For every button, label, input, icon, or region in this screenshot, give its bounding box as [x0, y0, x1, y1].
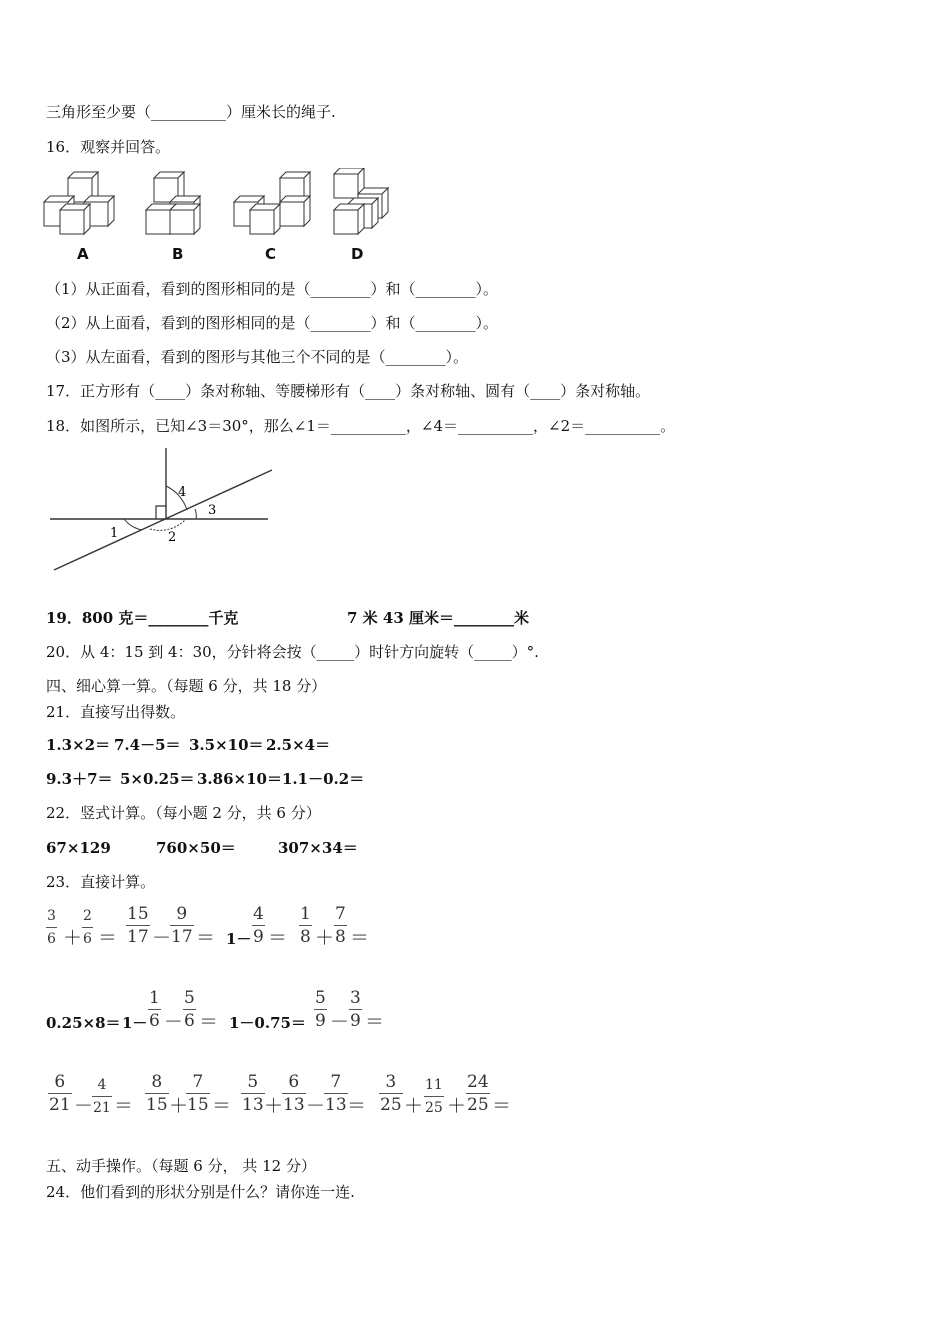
- fraction: 7 15: [187, 1072, 209, 1115]
- q24: 24．他们看到的形状分别是什么？请你连一连.: [46, 1183, 355, 1201]
- q19-a: 19．800 克＝________千克: [46, 609, 239, 627]
- q21-title: 21．直接写出得数。: [46, 703, 186, 721]
- minus-sign: －: [164, 1011, 184, 1033]
- q22-item-2: 760×50＝: [156, 839, 236, 857]
- one-minus: 1－: [226, 930, 252, 948]
- equals-sign: ＝: [492, 1095, 512, 1117]
- cube-figures: [40, 168, 400, 248]
- angle-label-4: 4: [178, 485, 187, 500]
- fraction: 4 9: [253, 904, 264, 947]
- minus-sign: －: [74, 1095, 94, 1117]
- fraction: 6 21: [49, 1072, 71, 1115]
- section-4-title: 四、细心算一算。（每题 6 分，共 18 分）: [46, 677, 327, 695]
- equals-sign: ＝: [212, 1095, 232, 1117]
- q15-tail: 三角形至少要（__________）厘米长的绳子.: [46, 103, 336, 121]
- equals-sign: ＝: [268, 927, 288, 949]
- fraction: 5 6: [184, 988, 195, 1031]
- minus-sign: －: [306, 1095, 326, 1117]
- fraction: 1 6: [149, 988, 160, 1031]
- equals-sign: ＝: [350, 927, 370, 949]
- q19-b: 7 米 43 厘米＝________米: [347, 609, 529, 627]
- plus-sign: ＋: [404, 1095, 424, 1117]
- fraction: 15 17: [127, 904, 149, 947]
- minus-sign: －: [152, 927, 172, 949]
- q23-title: 23．直接计算。: [46, 873, 156, 891]
- figure-label-a: A: [77, 245, 89, 263]
- q22-item-3: 307×34＝: [278, 839, 358, 857]
- q17: 17．正方形有（____）条对称轴、等腰梯形有（____）条对称轴、圆有（____）条对称轴。: [46, 382, 651, 400]
- q16-sub3: （3）从左面看，看到的图形与其他三个不同的是（________）。: [46, 348, 469, 366]
- q18-text: 18．如图所示，已知∠3＝30°，那么∠1＝__________，∠4＝__________，∠2＝__________。: [46, 417, 676, 435]
- equals-sign: ＝: [196, 927, 216, 949]
- equals-sign: ＝: [114, 1095, 134, 1117]
- angle-label-3: 3: [208, 503, 217, 518]
- q21-r1-4: 2.5×4＝: [266, 736, 331, 754]
- figure-label-c: C: [265, 245, 277, 263]
- q21-r1-2: 7.4－5＝: [114, 736, 181, 754]
- fraction: 6 13: [283, 1072, 305, 1115]
- figure-label-d: D: [351, 245, 364, 263]
- fraction: 3 6: [47, 908, 56, 947]
- fraction: 8 15: [146, 1072, 168, 1115]
- fraction: 3 9: [350, 988, 361, 1031]
- q16-sub1: （1）从正面看，看到的图形相同的是（________）和（________）。: [46, 280, 499, 298]
- q21-r2-1: 9.3＋7＝: [46, 770, 113, 788]
- fraction: 3 25: [380, 1072, 402, 1115]
- plus-sign: ＋: [315, 927, 335, 949]
- fraction: 5 9: [315, 988, 326, 1031]
- equals-sign: ＝: [347, 1095, 367, 1117]
- plus-sign: ＋: [169, 1095, 189, 1117]
- q16-sub2: （2）从上面看，看到的图形相同的是（________）和（________）。: [46, 314, 499, 332]
- angle-label-1: 1: [110, 526, 119, 541]
- q22-item-1: 67×129: [46, 839, 111, 857]
- q22-title: 22．竖式计算。（每小题 2 分，共 6 分）: [46, 804, 321, 822]
- fraction: 5 13: [242, 1072, 264, 1115]
- q21-r1-3: 3.5×10＝: [189, 736, 264, 754]
- section-5-title: 五、动手操作。（每题 6 分， 共 12 分）: [46, 1157, 316, 1175]
- angle-figure: [46, 446, 286, 576]
- figure-c: [234, 172, 310, 234]
- fraction: 4 21: [93, 1077, 111, 1116]
- fraction: 7 8: [335, 904, 346, 947]
- plus-sign: ＋: [447, 1095, 467, 1117]
- equals-sign: ＝: [98, 927, 118, 949]
- angle-label-2: 2: [168, 530, 177, 545]
- equals-sign: ＝: [365, 1011, 385, 1033]
- q16-title: 16．观察并回答。: [46, 138, 171, 156]
- fraction: 24 25: [467, 1072, 489, 1115]
- q21-r1-1: 1.3×2＝: [46, 736, 111, 754]
- fraction: 7 13: [325, 1072, 347, 1115]
- expr-1-minus-0-75: 1－0.75＝: [229, 1014, 306, 1032]
- q21-r2-3: 3.86×10＝: [197, 770, 282, 788]
- fraction: 9 17: [171, 904, 193, 947]
- figure-a: [44, 172, 114, 234]
- fraction: 2 6: [83, 908, 92, 947]
- equals-sign: ＝: [199, 1011, 219, 1033]
- figure-label-b: B: [172, 245, 184, 263]
- expr-0-25x8: 0.25×8＝: [46, 1014, 121, 1032]
- figure-b: [146, 172, 200, 234]
- q21-r2-2: 5×0.25＝: [120, 770, 195, 788]
- one-minus: 1－: [122, 1014, 148, 1032]
- q20: 20．从 4：15 到 4：30，分针将会按（_____）时针方向旋转（_____）°.: [46, 643, 539, 661]
- minus-sign: －: [330, 1011, 350, 1033]
- plus-sign: ＋: [63, 927, 83, 949]
- q21-r2-4: 1.1－0.2＝: [282, 770, 365, 788]
- figure-d: [334, 168, 388, 234]
- plus-sign: ＋: [264, 1095, 284, 1117]
- fraction: 1 8: [300, 904, 311, 947]
- fraction: 11 25: [425, 1077, 443, 1116]
